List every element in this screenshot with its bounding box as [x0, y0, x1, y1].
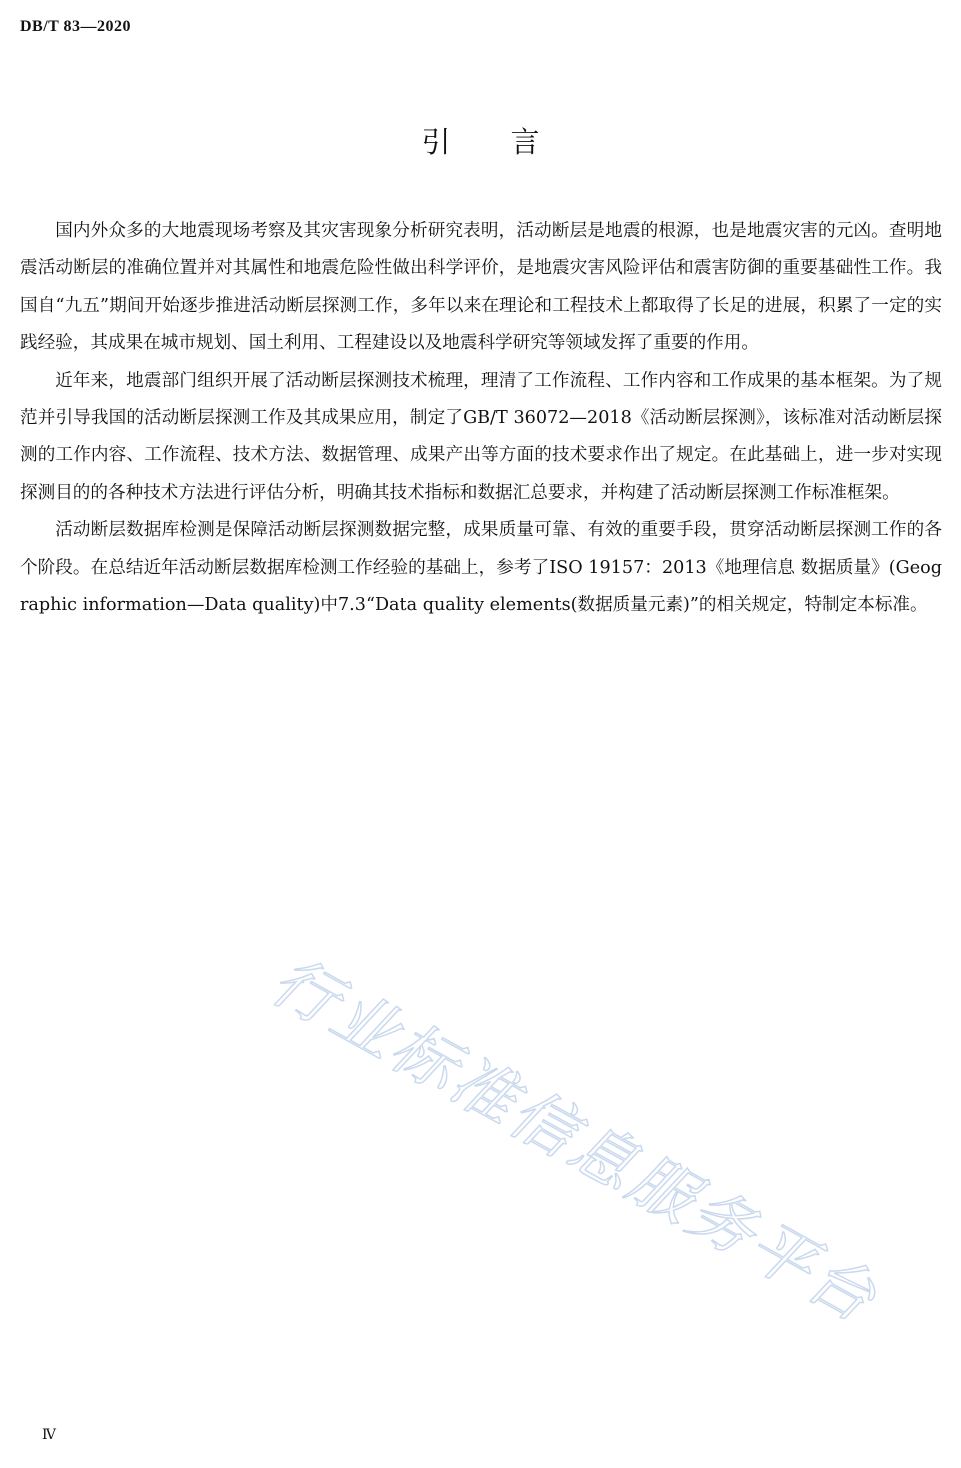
- page-number: Ⅳ: [42, 1428, 56, 1443]
- paragraph-1: 国内外众多的大地震现场考察及其灾害现象分析研究表明，活动断层是地震的根源，也是地震灾害的元凶。查明地震活动断层的准确位置并对其属性和地震危险性做出科学评价，是地震灾害风险评估和震害防御的重要基础性工作。我国自“九五”期间开始逐步推进活动断层探测工作，多年以来在理论和工程技术上都取得了长足的进展，积累了一定的实践经验，其成果在城市规划、国土利用、工程建设以及地震科学研究等领域发挥了重要的作用。: [20, 221, 942, 354]
- document-body: [20, 213, 942, 624]
- watermark-text: 行业标准信息服务平台: [259, 943, 890, 1339]
- paragraph-3: 活动断层数据库检测是保障活动断层探测数据完整，成果质量可靠、有效的重要手段，贯穿活动断层探测工作的各个阶段。在总结近年活动断层数据库检测工作经验的基础上，参考了ISO 19157：2013《地理信息 数据质量》(Geographic information—Data quality)中7.3“Data quality elements(数据质量元素)”的相关规定，特制定本标准。: [20, 520, 942, 616]
- paragraph-2: 近年来，地震部门组织开展了活动断层探测技术梳理，理清了工作流程、工作内容和工作成果的基本框架。为了规范并引导我国的活动断层探测工作及其成果应用，制定了GB/T 36072—2018《活动断层探测》，该标准对活动断层探测的工作内容、工作流程、技术方法、数据管理、成果产出等方面的技术要求作出了规定。在此基础上，进一步对实现探测目的的各种技术方法进行评估分析，明确其技术指标和数据汇总要求，并构建了活动断层探测工作标准框架。: [20, 370, 942, 503]
- page-title: 引言: [421, 125, 600, 159]
- standard-code: DB/T 83—2020: [20, 18, 132, 35]
